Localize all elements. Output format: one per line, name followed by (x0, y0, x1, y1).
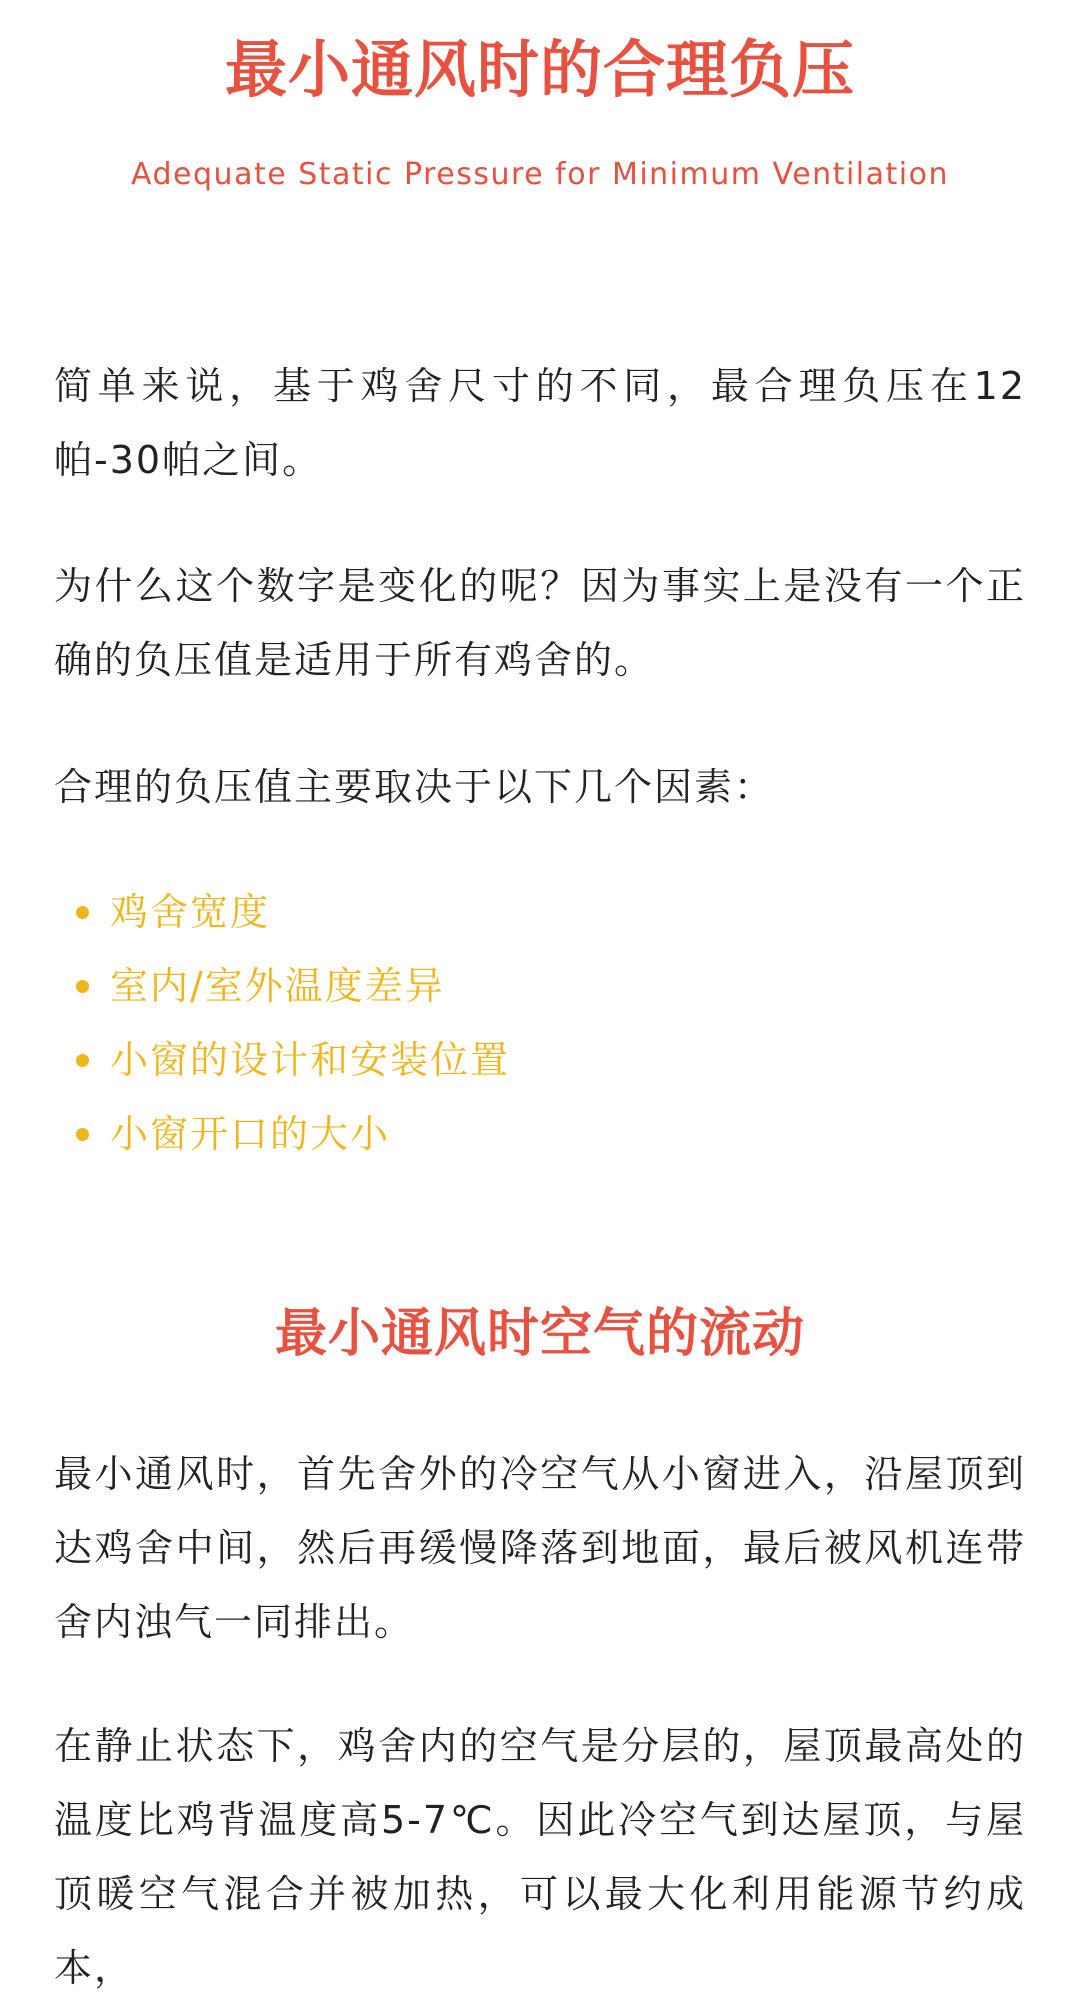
list-item (54, 1023, 1026, 1097)
section-paragraph-2: 在静止状态下，鸡舍内的空气是分层的，屋顶最高处的温度比鸡背温度高5-7℃。因此冷空气到达屋顶，与屋顶暖空气混合并被加热，可以最大化利用能源节约成本， (54, 1724, 1026, 1990)
page-title: 最小通风时的合理负压 (224, 33, 855, 106)
section-title: 最小通风时空气的流动 (274, 1304, 805, 1364)
bullet-dot-icon (76, 980, 89, 993)
bullet-dot-icon (76, 1128, 89, 1141)
list-item (54, 875, 1026, 949)
list-item-label: 小窗的设计和安装位置 (110, 1038, 511, 1082)
list-item (54, 949, 1026, 1023)
section-paragraph-1: 最小通风时，首先舍外的冷空气从小窗进入，沿屋顶到达鸡舍中间，然后再缓慢降落到地面，最后被风机连带舍内浊气一同排出。 (54, 1452, 1026, 1644)
bullet-dot-icon (76, 906, 89, 919)
factor-list (54, 875, 1026, 1171)
page-subtitle: Adequate Static Pressure for Minimum Ventilation (131, 157, 949, 192)
list-item-label: 室内/室外温度差异 (110, 964, 445, 1008)
bullet-dot-icon (76, 1054, 89, 1067)
list-item-label: 鸡舍宽度 (110, 890, 271, 934)
list-item (54, 1097, 1026, 1171)
intro-paragraph-2: 为什么这个数字是变化的呢？因为事实上是没有一个正确的负压值是适用于所有鸡舍的。 (54, 564, 1026, 682)
intro-paragraph-3: 合理的负压值主要取决于以下几个因素： (54, 765, 775, 809)
intro-paragraph-1: 简单来说，基于鸡舍尺寸的不同，最合理负压在12帕-30帕之间。 (54, 364, 1026, 482)
list-item-label: 小窗开口的大小 (110, 1112, 391, 1156)
